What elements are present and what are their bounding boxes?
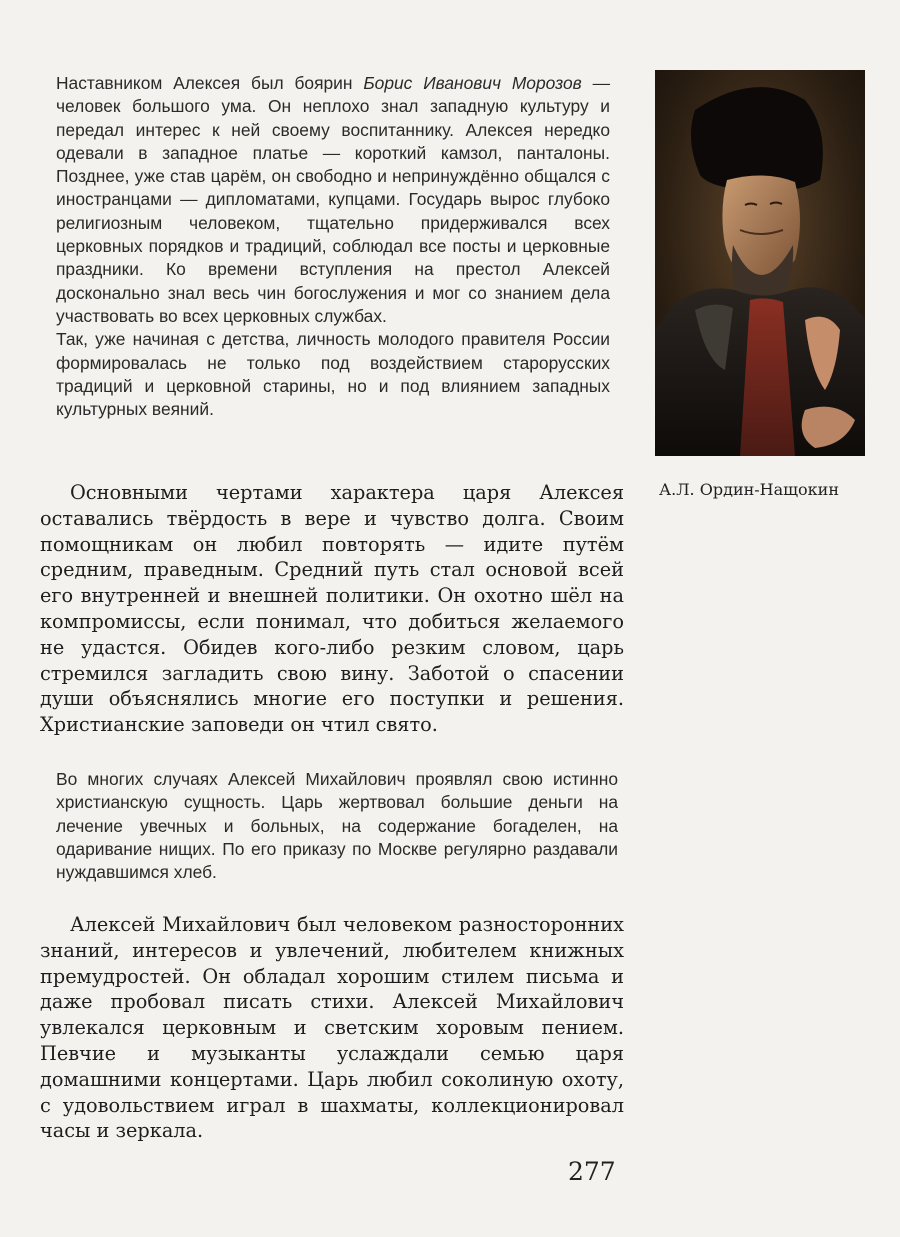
person-name: Борис Иванович Морозов xyxy=(363,73,582,93)
side-note-charity xyxy=(56,768,618,884)
portrait-caption: А.Л. Ордин-Нащокин xyxy=(659,480,839,499)
paragraph: Алексей Михайлович был человеком разносторонних знаний, интересов и увлечений, любителем книжных премудростей. Он обладал хорошим стилем письма и даже пробовал писать стихи. Алексей Михайлович увлекался церковным и светским хоровым пением. Певчие и музыканты услаждали семью царя домашними концертами. Царь любил соколиную охоту, с удовольствием играл в шахматы, коллекционировал часы и зеркала. xyxy=(40,913,624,1143)
paragraph: Наставником Алексея был боярин Борис Иванович Морозов — человек большого ума. Он неплохо знал западную культуру и передал интерес к ней своему воспитаннику. Алексея нередко одевали в западное платье — короткий камзол, панталоны. Позднее, уже став царём, он свободно и непринуждённо общался с иностранцами — дипломатами, купцами. Государь вырос глубоко религиозным человеком, тщательно придерживался всех церковных порядков и традиций, соблюдал все посты и церковные праздники. Ко времени вступления на престол Алексей досконально знал весь чин богослужения и мог со знанием дела участвовать во всех церковных службах. xyxy=(56,73,610,326)
page-number: 277 xyxy=(568,1157,616,1186)
paragraph: Во многих случаях Алексей Михайлович проявлял свою истинно христианскую сущность. Царь жертвовал большие деньги на лечение увечных и больных, на содержание богаделен, на одаривание нищих. По его приказу по Москве регулярно раздавали нуждавшимся хлеб. xyxy=(56,769,618,883)
main-text-interests xyxy=(40,912,624,1144)
paragraph: Так, уже начиная с детства, личность молодого правителя России формировалась не только под воздействием старорусских традиций и церковной старины, но и под влиянием западных культурных веяний. xyxy=(56,329,610,420)
main-text-character xyxy=(40,480,624,738)
paragraph: Основными чертами характера царя Алексея оставались твёрдость в вере и чувство долга. Своим помощникам он любил повторять — идите путём средним, праведным. Средний путь стал основой всей его внутренней и внешней политики. Он охотно шёл на компромиссы, если понимал, что добиться желаемого не удастся. Обидев кого-либо резким словом, царь стремился загладить свою вину. Заботой о спасении души объяснялись многие его поступки и решения. Христианские заповеди он чтил свято. xyxy=(40,481,624,737)
portrait-painting xyxy=(655,70,865,456)
side-note-upbringing xyxy=(56,72,610,421)
portrait-image xyxy=(655,70,865,456)
